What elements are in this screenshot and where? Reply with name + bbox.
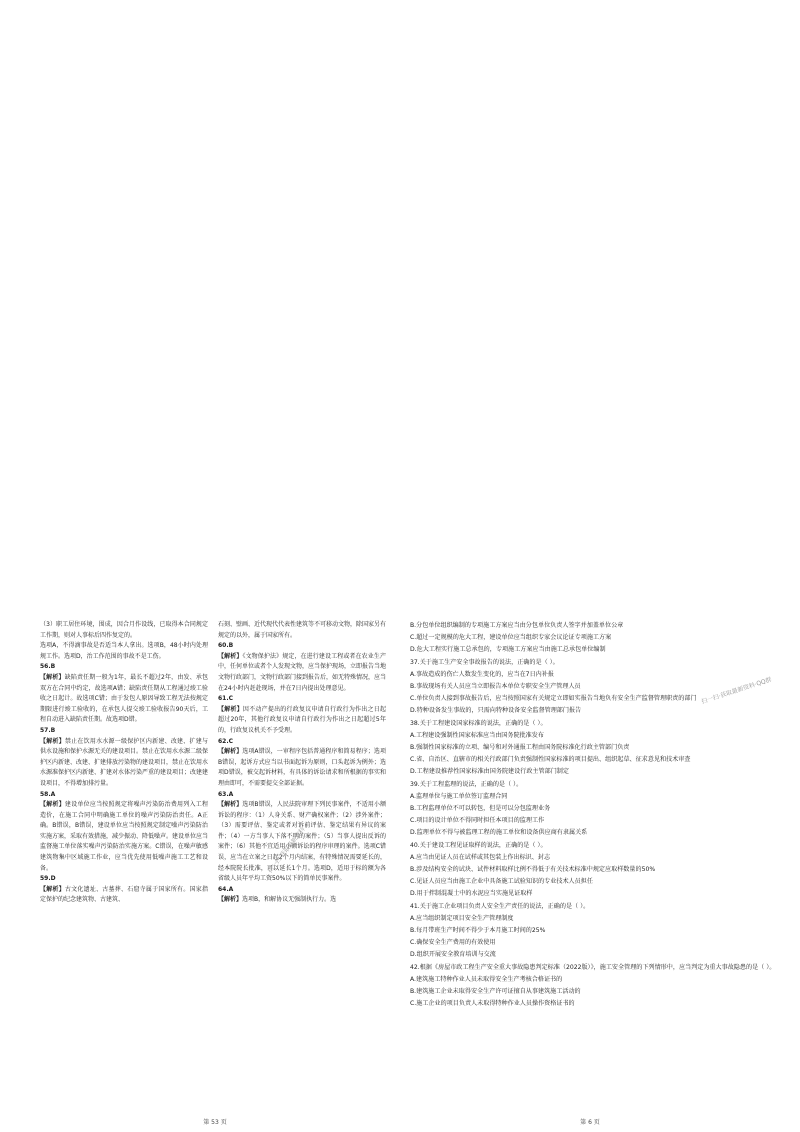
watermark: 扫一扫·获取最新资料·QQ群	[700, 676, 773, 706]
question-option: C.确保安全生产费用的有效使用	[410, 939, 496, 947]
analysis-label: 【解析】	[218, 748, 243, 756]
answer-analysis	[218, 800, 386, 885]
paragraph: 石刻、壁画、近代现代代表性建筑等不可移动文物，除国家另有规定的以外，属于国家所有。	[218, 621, 387, 639]
answer-analysis	[218, 895, 386, 906]
analysis-label: 【解析】	[218, 705, 243, 713]
question-option: A.建筑施工特种作业人员未取得安全生产考核合格证书的	[410, 975, 563, 983]
analysis-text: 《文物保护法》规定，在进行建设工程或者在农业生产中，任何单位或者个人发现文物，应当保护现场，立即报告当地文物行政部门，文物行政部门接到报告后，如无特殊情况，应当在24小时内赶赴现场，并在7日内提出处理意见。	[218, 652, 387, 692]
question-stem: 38.关于工程建设国家标准的说法，正确的是（ ）。	[410, 719, 547, 727]
question-stem: 40.关于建设工程见证取样的说法，正确的是（ ）。	[410, 841, 547, 849]
question-option: D.危大工程实行施工总承包的，专项施工方案应当由施工总承包单位编制	[410, 646, 606, 654]
analysis-text: 因不动产提出的行政复议申请自行政行为作出之日起超过20年，其他行政复议申请自行政行为作出之日起超过5年的，行政复议机关不予受理。	[218, 705, 386, 734]
question-option: B.强制性国家标准的立项、编号和对外通报工程由国务院标准化行政主管部门负责	[410, 744, 630, 752]
question-option: D.监理单位不得与被监理工程的施工单位和设备供应商有隶属关系	[410, 829, 588, 837]
question-option: B.分包单位组织编制的专项施工方案应当由分包单位负责人签字并加盖单位公章	[410, 622, 624, 629]
question-option: B.每月带班生产时间不得少于本月施工时间的25%	[410, 927, 546, 935]
analysis-text: 选项B，和解协议无强制执行力。选	[242, 896, 337, 904]
analysis-label: 【解析】	[40, 801, 65, 809]
answer-number: 64.A	[218, 885, 234, 893]
answer-analysis	[40, 673, 208, 726]
answer-number: 61.C	[218, 695, 234, 703]
question-option: A.监理单位与施工单位签订监理合同	[410, 792, 508, 800]
answer-analysis	[40, 737, 208, 790]
question-stem: 42.根据《房屋市政工程生产安全重大事故隐患判定标准（2022版）》，施工安全管理的下列情形中，应当判定为重大事故隐患的是（ ）。	[410, 963, 776, 971]
answer-number: 63.A	[218, 790, 234, 798]
question-stem: 37.关于施工生产安全事故报告的说法，正确的是（ ）。	[410, 658, 559, 666]
right-page	[400, 612, 780, 1132]
question-option: D.特种设备发生事故的，只需向特种设备安全监督管理部门报告	[410, 707, 582, 715]
question-option: B.涉及结构安全的试块、试件材料取样比例不得低于有关技术标准中规定应取样数量的50%	[410, 866, 656, 874]
question-option: C.见证人员应当由施工企业中具备施工试验知识的专业技术人员担任	[410, 878, 593, 886]
question-option: B.建筑施工企业未取得安全生产许可证擅自从事建筑施工活动的	[410, 988, 581, 996]
paragraph: （3）职工居住环境，围成，因合月作设线，已取得本合同规定工作期，则对人事标后四作复定的。	[40, 621, 208, 639]
question-option: A.应当组织制定项目安全生产管理制度	[410, 914, 514, 922]
analysis-text: 选项A错误，一审程序包括普通程序和简易程序；选项B错误，起诉方式应当以书面起诉为原则，口头起诉为例外；选项D错误，被交起诉材料，有具体的诉讼请求和所根据的事实和理由即可，不需要提交全部证据。	[218, 748, 386, 787]
question-option: D.工程建设推荐性国家标准由国务院建设行政主管部门制定	[410, 768, 569, 776]
analysis-label: 【解析】	[40, 885, 65, 893]
question-option: D.组织开展安全教育培训与交流	[410, 951, 496, 959]
question-option: B.事故现场有关人员应当立即报告本单位专职安全生产管理人员	[410, 683, 581, 691]
analysis-text: 古文化遗址、古墓葬、石窟寺属于国家所有。国家指定保护的纪念建筑物、古建筑、	[40, 885, 208, 904]
answer-analysis	[218, 747, 386, 789]
question-option: C.项目的设计单位不得同时担任本项目的监理工作	[410, 817, 545, 825]
answer-analysis	[40, 885, 208, 906]
answer-analysis	[40, 800, 208, 874]
answer-analysis	[218, 652, 386, 694]
analysis-text: 禁止在饮用水水源一级保护区内新建、改建、扩建与供水设施和保护水源无关的建设项目。禁止在饮用水水源二级保护区内新建、改建、扩建排放污染物的建设项目，禁止在饮用水水源准保护区内新建、扩建对水体污染严重的建设项目；改建建设项目，不得增加排污量。	[40, 737, 209, 787]
watermark: 扫一扫·获取最新资料	[266, 826, 307, 875]
question-option: D.用于拌制混凝土中的水泥应当实施见证取样	[410, 890, 533, 898]
answer-number: 58.A	[40, 790, 56, 798]
analysis-label: 【解析】	[218, 652, 243, 660]
analysis-label: 【解析】	[218, 801, 243, 809]
question-stem: 41.关于施工企业项目负责人安全生产责任的说法，正确的是（ ）。	[410, 902, 590, 910]
answer-number: 56.B	[40, 663, 56, 671]
answer-analysis	[218, 705, 386, 737]
analysis-label: 【解析】	[40, 673, 65, 681]
question-option: A.工程建设强制性国家标准应当由国务院批准发布	[410, 731, 544, 739]
question-option: B.工程监理单位不可以转包，但是可以分包监理业务	[410, 805, 551, 813]
document-spread	[0, 612, 800, 1132]
question-option: C.单位负责人接到事故报告后，应当按照国家有关规定立即如实报告当地负有安全生产监督管理职责的部门	[410, 695, 697, 703]
answer-number: 59.D	[40, 875, 56, 883]
analysis-label: 【解析】	[40, 737, 65, 745]
left-page	[40, 612, 390, 1132]
answer-column-2	[218, 620, 386, 906]
analysis-text: 建设单位应当按照规定将噪声污染防治费用列入工程造价，在施工合同中明确施工单位的噪声污染防治责任。A正确。B错误，B错误，建设单位应当按照规定制定噪声污染防治实施方案，采取有效措施，减少振动、降低噪声。建设单位应当监督施工单位落实噪声污染防治实施方案。C错误，在噪声敏感建筑物集中区域施工作业，应当优先使用低噪声施工工艺和设备。	[40, 801, 209, 872]
page-number: 第 6 页	[580, 1119, 600, 1126]
paragraph: 选项A，不得滴事故是否适当本人拿出。选项B，48小时内处理规工作。选项D，治工作范围的事故不是工伤。	[40, 642, 208, 660]
answer-number: 62.C	[218, 737, 234, 745]
page-number: 第 53 页	[203, 1119, 227, 1126]
analysis-text: 缺陷责任期一般为1年，最长不超过2年，由发、承包双方在合同中约定，故选项A错；缺陷责任期从工程通过竣工验收之日起计。故选项C错；由于发包人原因导致工程无法按规定期限进行竣工验收的，在承包人提交竣工验收报告90天后，工程自动进入缺陷责任期。故选项D错。	[40, 673, 208, 724]
question-option: A.事故造成的伤亡人数发生变化的，应当在7日内补报	[410, 670, 554, 678]
answer-column-1	[40, 620, 208, 906]
question-column	[410, 620, 780, 1011]
question-option: A.应当由见证人员在试样或其包装上作出标识、封志	[410, 853, 551, 861]
question-stem: 39.关于工程监理的说法，正确的是（ ）。	[410, 780, 523, 788]
analysis-text: 选项B错误，人民法院审理下列民事案件，不适用小额诉讼的程序：（1）人身关系、财产确权案件；（2）涉外案件；（3）需要评估、鉴定或者对诉前评估、鉴定结果有异议的案件；（4）一方当事人下落不明的案件；（5）当事人提出反诉的案件；（6）其他不宜适用小额诉讼的程序审理的案件。选项C错误，应当在立案之日起2个月内结案，有特殊情况需要延长的，经本院院长批准，可以延长1个月。选项D，适用于标的额为各省级人员年平均工资50%以下的简单民事案件。	[218, 801, 386, 883]
question-option: C.省、自治区、直辖市的相关行政部门负责强制性国家标准的项目提出、组织起草、征求意见和技术审查	[410, 756, 691, 764]
analysis-label: 【解析】	[218, 896, 243, 904]
answer-number: 60.B	[218, 642, 234, 650]
question-option: C.超过一定规模的危大工程，建设单位应当组织专家会议论证专项施工方案	[410, 634, 612, 642]
question-option: C.施工企业的项目负责人未取得特种作业人员操作资格证书的	[410, 1000, 575, 1008]
answer-number: 57.B	[40, 726, 56, 734]
